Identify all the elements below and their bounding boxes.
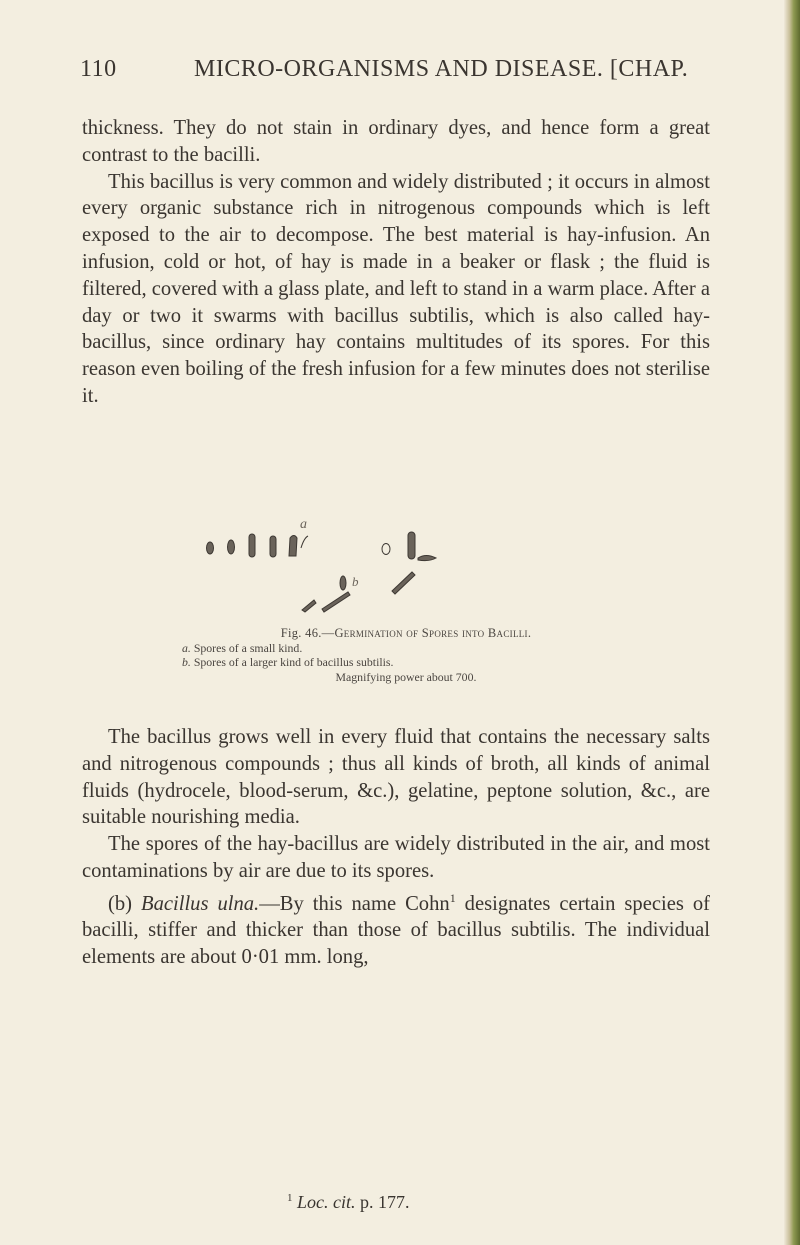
footnote-page: p. 177. (355, 1192, 410, 1212)
text-section-1 (82, 115, 710, 410)
paragraph-text: —By this name Cohn (259, 892, 450, 915)
section-label: (b) (108, 892, 133, 915)
caption-figure-number: Fig. 46.— (280, 626, 335, 640)
paragraph: The spores of the hay-bacillus are widely distributed in the air, and most contaminations by air are due to its spores. (82, 833, 710, 882)
caption-item-text: Spores of a small kind. (193, 640, 303, 655)
bacillus-icon (270, 536, 276, 557)
spore-icon (207, 542, 214, 554)
caption-item-label: a. (182, 640, 191, 655)
page-edge (784, 0, 800, 1245)
bacillus-icon (302, 600, 316, 612)
footnote-reference: 1 (449, 890, 456, 905)
spore-icon (382, 544, 390, 555)
page-number: 110 (80, 56, 117, 82)
figure-caption (82, 626, 710, 684)
bacillus-icon (301, 536, 308, 548)
spore-icon (340, 576, 346, 590)
caption-magnification: Magnifying power about 700. (335, 669, 477, 684)
footnote-number: 1 (287, 1192, 293, 1204)
footnote (287, 1192, 587, 1213)
figure-illustration (190, 514, 630, 624)
bacillus-icon (322, 592, 350, 612)
caption-item-b (82, 655, 710, 670)
running-header (80, 56, 702, 90)
running-title: MICRO-ORGANISMS AND DISEASE. [CHAP. (194, 56, 689, 82)
bacillus-name: Bacillus ulna. (140, 892, 260, 915)
paragraph: thickness. They do not stain in ordinary dyes, and hence form a great contrast to the bacilli. (82, 117, 710, 166)
bacillus-icon (249, 534, 255, 557)
bacillus-icon (408, 532, 415, 559)
caption-title (102, 626, 710, 641)
footnote-text: Loc. cit. (297, 1192, 356, 1212)
paragraph: This bacillus is very common and widely distributed ; it occurs in almost every organic substance rich in nitrogenous compounds which is left exposed to the air to decompose. The best material is hay-infusion. An infusion, cold or hot, of hay is made in a beaker or flask ; the fluid is filtered, covered with a glass plate, and left to stand in a warm place. After a day or two it swarms with bacillus subtilis, which is also called hay-bacillus, since ordinary hay contains multitudes of its spores. For this reason even boiling of the fresh infusion for a few minutes does not sterilise it. (82, 170, 710, 407)
text-section-2 (82, 724, 710, 971)
bacillus-icon (392, 572, 415, 594)
paragraph-text: designates certain species of bacilli, stiffer and thicker than those of bacillus subtilis. The individual elements are about 0·01 mm. long, (82, 892, 710, 969)
paragraph (82, 885, 710, 971)
bacillus-icon (289, 536, 297, 557)
paragraph: The bacillus grows well in every fluid that contains the necessary salts and nitrogenous compounds ; thus all kinds of broth, all kinds of animal fluids (hydrocele, blood-serum, &c.), gelatine, peptone solution, &c., are suitable nourishing media. (82, 726, 710, 829)
bacillus-icon (418, 556, 436, 561)
caption-item-a (82, 641, 710, 656)
figure-label-a: a (300, 517, 307, 532)
spore-icon (228, 540, 235, 554)
caption-item-text: Spores of a larger kind of bacillus subtilis. (193, 655, 394, 669)
caption-figure-title: Germination of Spores into Bacilli. (334, 626, 532, 640)
caption-item-label: b. (182, 655, 191, 669)
figure-label-b: b (352, 574, 359, 589)
